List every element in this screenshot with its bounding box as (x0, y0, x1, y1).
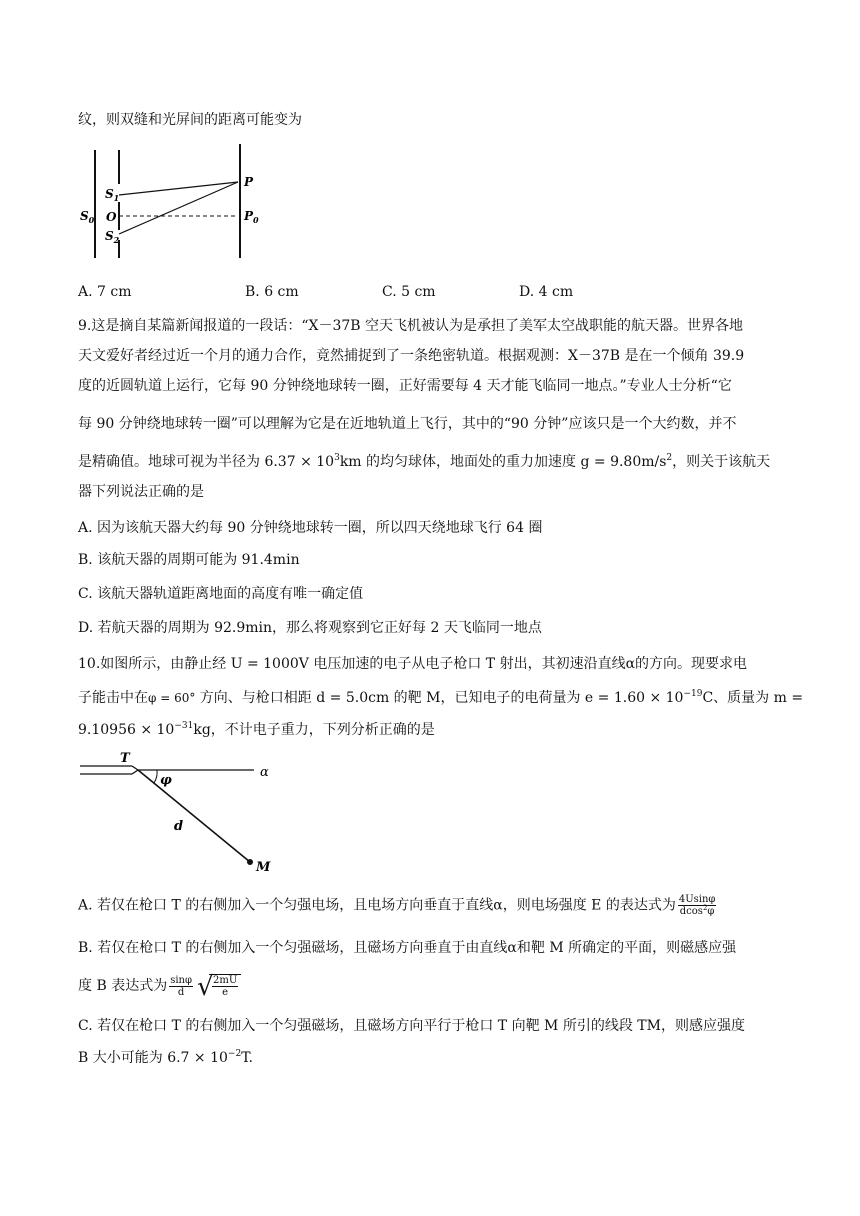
q9-stem-line-1: 9.这是摘自某篇新闻报道的一段话：“X－37B 空天飞机被认为是承担了美军太空战职能的航天器。世界各地 (78, 318, 744, 334)
label-t: T (120, 751, 130, 766)
label-phi: φ (160, 773, 172, 788)
electron-gun-figure (78, 750, 278, 876)
q10-option-b-line-2: 度 B 表达式为 $\frac{\sin\varphi}{d}$ √ $\frac{2mU}{e}$ (78, 974, 241, 998)
label-d: d (174, 819, 184, 834)
formula-b-fraction: $\frac{\sin\varphi}{d}$ (170, 974, 192, 998)
q8-option-a: A. 7 cm (78, 284, 132, 300)
q10-stem-line-1: 10.如图所示，由静止经 U = 1000V 电压加速的电子从电子枪口 T 射出，其初速沿直线α的方向。现要求电 (78, 656, 748, 672)
q8-option-c: C. 5 cm (382, 284, 436, 300)
q10-stem-line-2: 子能击中在φ = 60° 方向、与枪口相距 d = 5.0cm 的靶 M，已知电子的电荷量为 $e = 1.60 \times 10^{-19}C$、质量为 m = (78, 689, 804, 706)
label-p0: $P_0$ (244, 209, 259, 225)
label-alpha: α (260, 765, 269, 780)
q9-option-d: D. 若航天器的周期为 92.9min，那么将观察到它正好每 2 天飞临同一地点 (78, 620, 542, 636)
q10-option-a: A. 若仅在枪口 T 的右侧加入一个匀强电场，且电场方向垂直于直线α，则电场强度 E 的表达式为 $\frac{4Usin\varphi}{dcos^2\varphi}$ (78, 894, 716, 917)
q9-stem-line-2: 天文爱好者经过近一个月的通力合作，竟然捕捉到了一条绝密轨道。根据观测：X－37B 是在一个倾角 39.9 (78, 348, 745, 364)
label-s0: $S_0$ (80, 209, 95, 225)
q9-stem-line-6: 器下列说法正确的是 (78, 484, 204, 500)
q9-option-b: B. 该航天器的周期可能为 91.4min (78, 552, 300, 568)
label-s1: $S_1$ (105, 187, 120, 203)
q10-option-c-line-1: C. 若仅在枪口 T 的右侧加入一个匀强磁场，且磁场方向平行于枪口 T 向靶 M 所引的线段 TM，则感应强度 (78, 1018, 745, 1034)
label-s2: $S_2$ (105, 229, 120, 245)
double-slit-figure (78, 140, 268, 260)
label-o: O (106, 210, 117, 224)
q9-option-a: A. 因为该航天器大约每 90 分钟绕地球转一圈，所以四天绕地球飞行 64 圈 (78, 520, 543, 536)
formula-a-fraction: $\frac{4Usin\varphi}{dcos^2\varphi}$ (678, 894, 716, 917)
q8-option-b: B. 6 cm (245, 284, 299, 300)
q9-stem-line-4: 每 90 分钟绕地球转一圈”可以理解为它是在近地轨道上飞行，其中的“90 分钟”应该只是一个大约数，并不 (78, 416, 737, 432)
q10-option-c-line-2: B 大小可能为 $6.7 \times 10^{-2}T$. (78, 1049, 253, 1066)
q9-stem-line-5: 是精确值。地球可视为半径为 $6.37 \times 10^3km$ 的均匀球体，地面处的重力加速度 $g = 9.80m/s^2$，则关于该航天 (78, 453, 771, 470)
q9-option-c: C. 该航天器轨道距离地面的高度有唯一确定值 (78, 586, 364, 602)
q8-option-d: D. 4 cm (519, 284, 574, 300)
q9-stem-line-3: 度的近圆轨道上运行，它每 90 分钟绕地球转一圈，正好需要每 4 天才能飞临同一地点。”专业人士分析“它 (78, 378, 732, 394)
q8-tail-text: 纹，则双缝和光屏间的距离可能变为 (78, 112, 302, 128)
q10-option-b-line-1: B. 若仅在枪口 T 的右侧加入一个匀强磁场，且磁场方向垂直于由直线α和靶 M 所确定的平面，则磁感应强 (78, 940, 737, 956)
formula-b-sqrt: √ $\frac{2mU}{e}$ (197, 974, 241, 998)
label-m: M (256, 860, 271, 875)
label-p: P (244, 175, 254, 189)
q10-stem-line-3: $9.10956 \times 10^{-31}kg$，不计电子重力，下列分析正确的是 (78, 721, 435, 738)
